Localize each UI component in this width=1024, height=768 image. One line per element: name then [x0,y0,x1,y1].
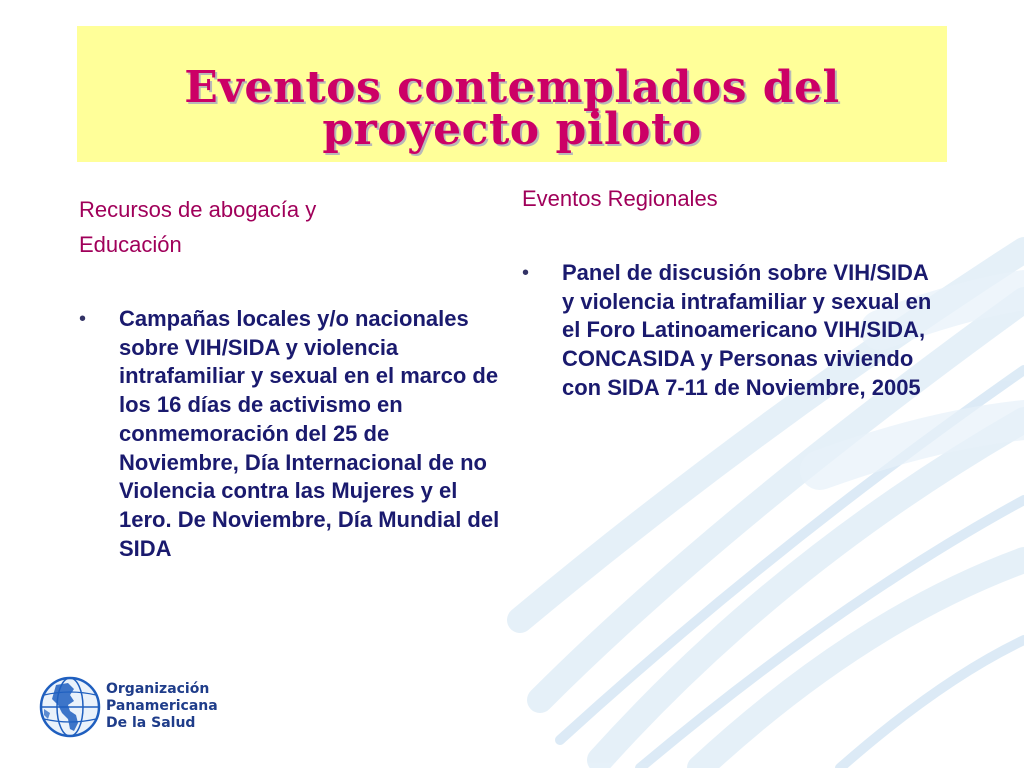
title-banner [77,26,947,162]
right-bullet-text: Panel de discusión sobre VIH/SIDA y violencia intrafamiliar y sexual en el Foro Latinoamericano VIH/SIDA, CONCASIDA y Personas viviendo con SIDA 7-11 de Noviembre, 2005 [562,260,932,400]
logo-line-3: De la Salud [106,715,196,731]
logo-line-1: Organización [106,681,210,697]
slide-title: Eventos contemplados del proyecto piloto [184,62,840,155]
left-bullet-text: Campañas locales y/o nacionales sobre VIH/SIDA y violencia intrafamiliar y sexual en el marco de los 16 días de activismo en conmemoración del 25 de Noviembre, Día Internacional de no Violencia contra las Mujeres y el 1ero. De Noviembre, Día Mundial del SIDA [119,306,500,561]
right-column-heading: Eventos Regionales [522,186,718,211]
left-column-bullet [79,305,509,563]
left-column-heading: Recursos de abogacía y Educación [79,197,317,257]
right-column-bullet [522,259,942,403]
globe-icon [38,675,102,739]
bullet-marker: • [522,262,530,284]
logo-wordmark [106,681,218,732]
logo-line-2: Panamericana [106,698,218,714]
bullet-marker: • [79,308,87,330]
paho-logo [38,675,298,739]
